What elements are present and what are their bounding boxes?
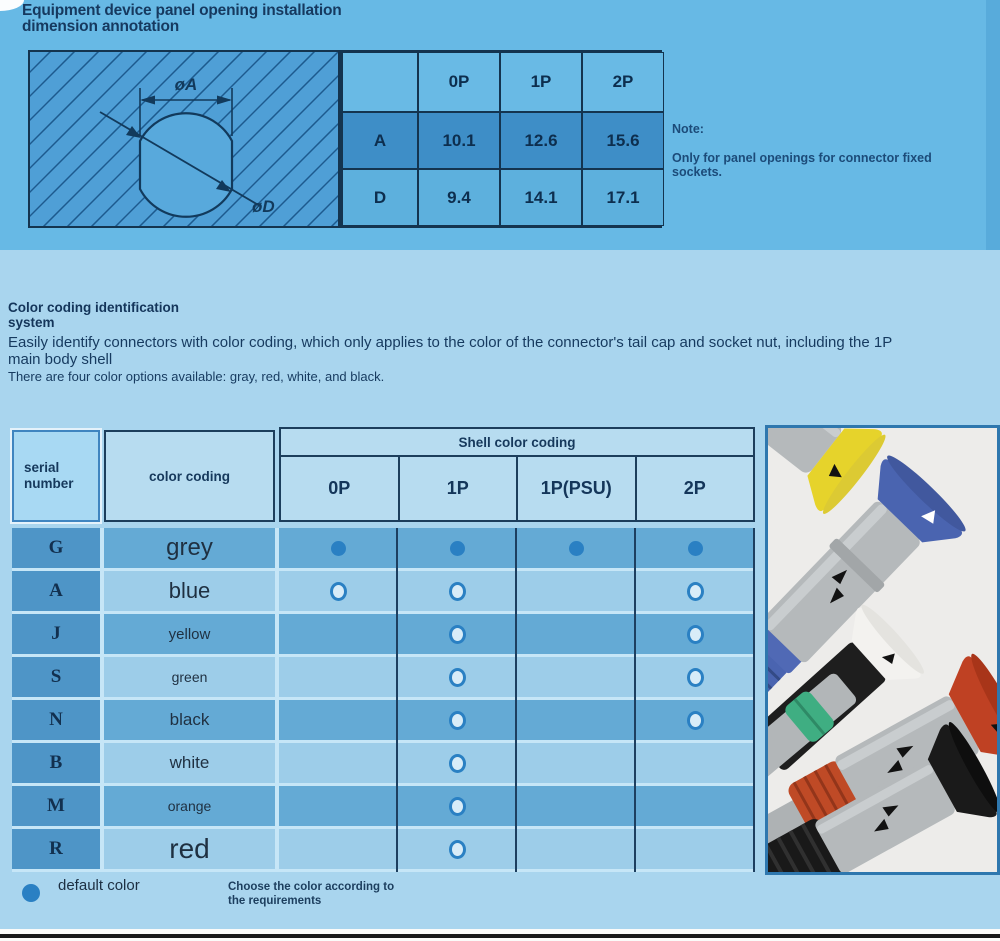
column-divider [396,528,398,872]
color-table-row [12,786,755,826]
dim-table-value-cell: 10.1 [418,112,500,169]
default-color-dot [569,541,584,556]
availability-cells [279,786,755,826]
serial-number-header: serial number [12,430,100,522]
color-name-cell: green [104,657,275,697]
default-color-dot [450,541,465,556]
default-color-label: default color [58,877,140,894]
shell-column-headers [279,455,755,522]
column-divider [753,528,755,872]
availability-cell [398,657,517,697]
availability-cell [636,571,755,611]
availability-cell [517,743,636,783]
shell-column-header: 1P [398,457,517,520]
availability-cell [279,700,398,740]
availability-cell [517,657,636,697]
availability-cell [279,786,398,826]
availability-cell [636,528,755,568]
availability-cell [636,743,755,783]
dim-table-row-label: D [342,169,418,226]
availability-cell [398,571,517,611]
serial-letter-cell: S [12,657,100,697]
connector-photo [765,425,1000,875]
optional-color-dot [687,582,704,601]
serial-letter-cell: G [12,528,100,568]
availability-cell [279,829,398,869]
dim-table-column-header: 1P [500,52,582,112]
color-table-row [12,528,755,568]
availability-cells [279,657,755,697]
availability-cell [636,657,755,697]
dim-table-value-cell: 9.4 [418,169,500,226]
color-name-cell: white [104,743,275,783]
availability-cell [517,829,636,869]
optional-color-dot [687,625,704,644]
serial-letter-cell: R [12,829,100,869]
color-coding-heading: Color coding identification system [8,300,179,330]
availability-cell [636,829,755,869]
color-coding-header: color coding [104,430,275,522]
availability-cell [398,700,517,740]
panel-opening-drawing [30,52,338,226]
optional-color-dot [687,668,704,687]
rounded-corner-decoration [0,0,24,11]
optional-color-dot [449,711,466,730]
availability-cell [398,829,517,869]
color-name-cell: black [104,700,275,740]
dim-d-label: øD [252,197,275,216]
availability-cell [517,614,636,654]
default-color-dot [331,541,346,556]
dim-table-value-cell: 17.1 [582,169,664,226]
color-options-note: There are four color options available: gray, red, white, and black. [8,369,385,384]
availability-cell [517,700,636,740]
note-label: Note: [672,122,704,136]
availability-cell [279,528,398,568]
panel-opening-diagram [28,50,340,228]
availability-cell [279,657,398,697]
opening-shape [140,113,232,217]
optional-color-dot [330,582,347,601]
availability-cell [398,743,517,783]
default-color-dot [688,541,703,556]
bottom-divider-bar [0,934,1000,938]
dim-table-corner-cell [342,52,418,112]
column-divider [515,528,517,872]
serial-letter-cell: A [12,571,100,611]
dim-table-column-header: 0P [418,52,500,112]
optional-color-dot [687,711,704,730]
availability-cell [398,614,517,654]
availability-cell [636,786,755,826]
default-color-dot [22,884,40,902]
availability-cells [279,743,755,783]
choose-color-label: Choose the color according to the requirements [228,881,395,907]
note-block [672,122,957,180]
color-table-row [12,700,755,740]
connector-illustration [768,428,997,872]
dim-table-value-cell: 14.1 [500,169,582,226]
optional-color-dot [449,582,466,601]
availability-cell [517,528,636,568]
availability-cells [279,700,755,740]
color-table-row [12,829,755,869]
serial-letter-cell: M [12,786,100,826]
availability-cell [279,614,398,654]
color-coding-table [12,427,755,872]
bottom-strip [0,929,1000,941]
color-table-body [12,528,755,872]
color-name-cell: grey [104,528,275,568]
color-table-row [12,743,755,783]
shell-color-coding-header: Shell color coding [279,427,755,457]
serial-letter-cell: N [12,700,100,740]
serial-letter-cell: B [12,743,100,783]
availability-cells [279,614,755,654]
dimension-panel [0,0,1000,250]
optional-color-dot [449,797,466,816]
availability-cell [636,614,755,654]
shell-column-header: 1P(PSU) [516,457,635,520]
dim-table-value-cell: 12.6 [500,112,582,169]
dim-table-value-cell: 15.6 [582,112,664,169]
dimension-table [340,50,662,228]
availability-cell [279,743,398,783]
color-name-cell: orange [104,786,275,826]
color-coding-description: Easily identify connectors with color coding, which only applies to the color of the connector's tail cap and socket nut, including the 1P main body shell [8,334,892,368]
optional-color-dot [449,754,466,773]
color-name-cell: red [104,829,275,869]
availability-cell [517,571,636,611]
availability-cell [636,700,755,740]
optional-color-dot [449,668,466,687]
note-body: Only for panel openings for connector fixed sockets. [672,151,932,180]
shell-column-header: 2P [635,457,754,520]
dim-table-column-header: 2P [582,52,664,112]
availability-cell [517,786,636,826]
page-title: Equipment device panel opening installation dimension annotation [22,2,342,36]
column-divider [634,528,636,872]
optional-color-dot [449,625,466,644]
color-table-row [12,571,755,611]
dim-a-label: øA [174,75,198,94]
availability-cells [279,571,755,611]
color-table-row [12,657,755,697]
shell-column-header: 0P [328,478,351,498]
panel-right-shade [986,0,1000,250]
availability-cell [398,786,517,826]
color-name-cell: yellow [104,614,275,654]
availability-cell [279,571,398,611]
availability-cells [279,528,755,568]
color-table-row [12,614,755,654]
dim-table-row-label: A [342,112,418,169]
availability-cell [398,528,517,568]
availability-cells [279,829,755,869]
optional-color-dot [449,840,466,859]
color-name-cell: blue [104,571,275,611]
serial-letter-cell: J [12,614,100,654]
